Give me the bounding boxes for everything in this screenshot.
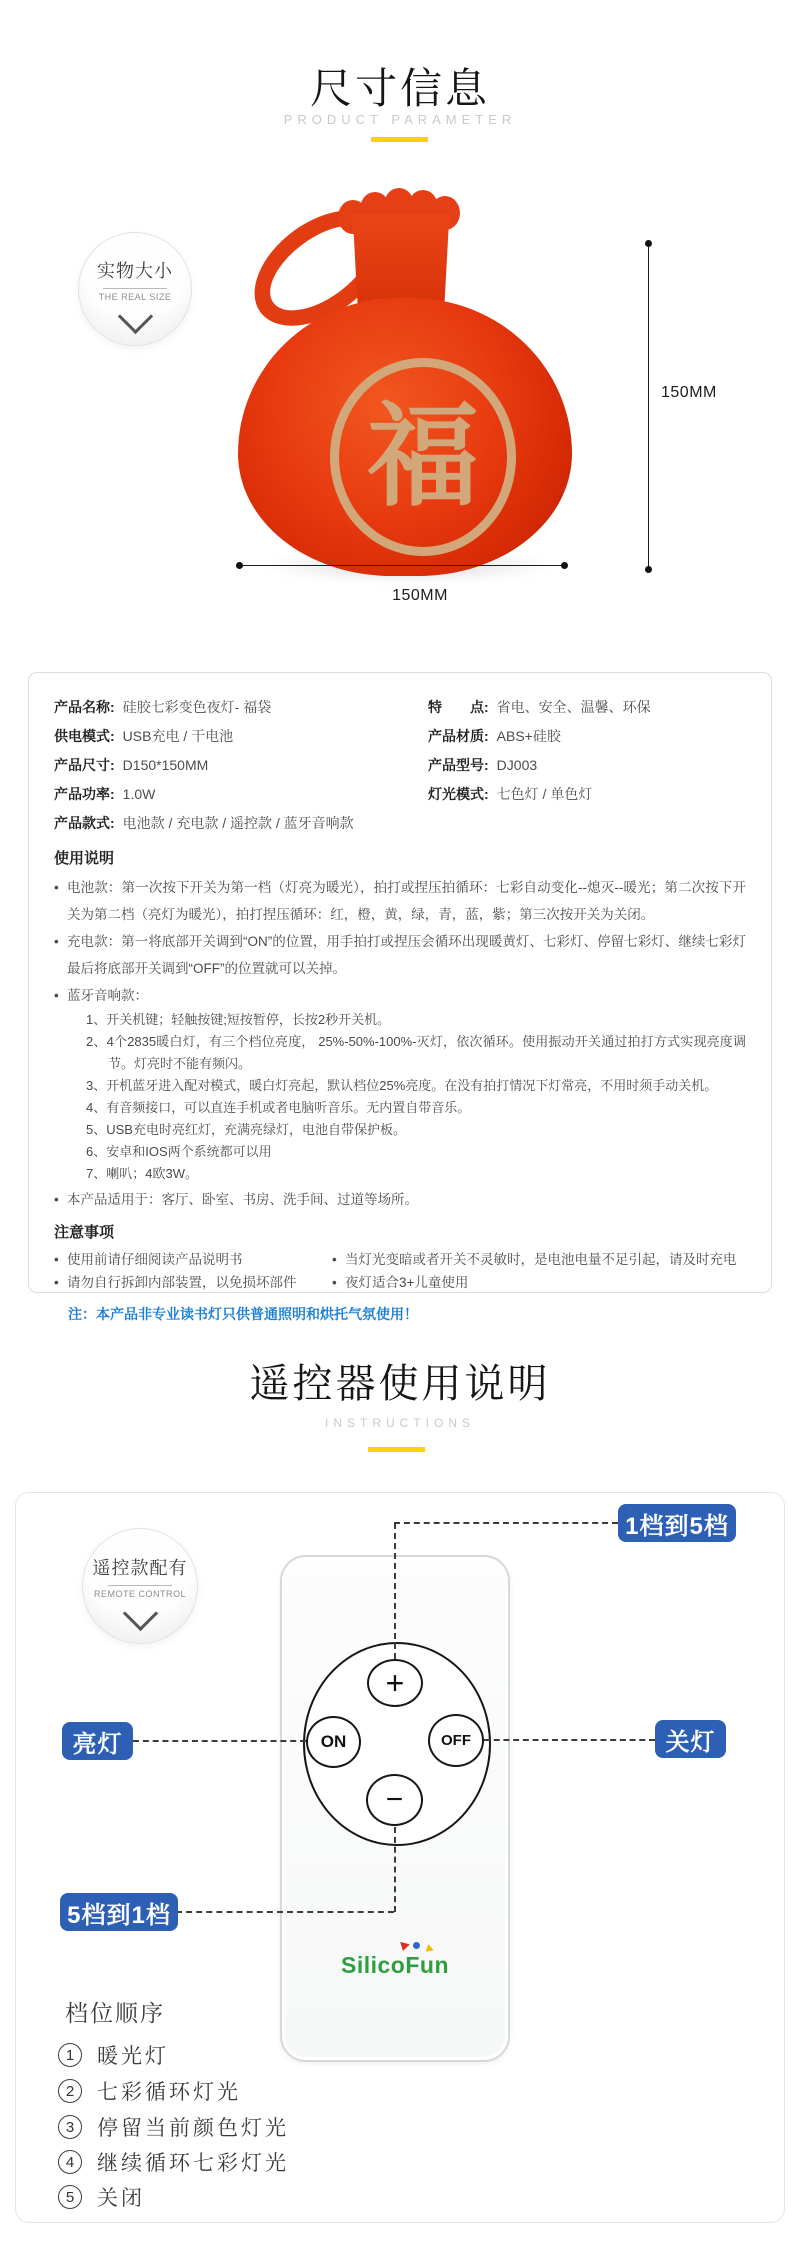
bluetooth-step: 2、4个2835暖白灯，有三个档位亮度， 25%-50%-100%-灭灯，依次循环。使用振动开关通过拍打方式实现亮度调节。灯亮时不能有频闪。 [86, 1034, 746, 1071]
chevron-down-icon [122, 1596, 157, 1631]
note-item: • 当灯光变暗或者开关不灵敏时，是电池电量不足引起，请及时充电 [332, 1248, 746, 1271]
spec-row-styles: 产品款式: 电池款 / 充电款 / 遥控款 / 蓝牙音响款 [54, 815, 354, 831]
remote-included-badge [82, 1528, 198, 1644]
remote-section-subtitle: INSTRUCTIONS [325, 1416, 475, 1430]
remote-accent-underline [368, 1447, 425, 1452]
spec-row-name: 产品名称: 硅胶七彩变色夜灯- 福袋 [54, 699, 272, 715]
badge-divider [108, 1585, 172, 1586]
dimension-dot [561, 562, 568, 569]
bluetooth-step: 1、开关机键；轻触按键;短按暂停，长按2秒开关机。 [86, 1012, 391, 1027]
connector-line [176, 1911, 394, 1913]
gear-item-5: 5 关闭 [58, 2182, 145, 2212]
product-spec-box [28, 672, 772, 1322]
usage-bullet-battery: • 电池款：第一次按下开关为第一档（灯亮为暖光），拍打或捏压拍循环：七彩自动变化--熄灭--暖光；第二次按下开关为第二档（亮灯为暖光），拍打捏压循环：红，橙，黄，绿，青，蓝，紫；第三次按开关为关闭。 [54, 874, 746, 928]
connector-line [484, 1739, 655, 1741]
gear-number: 3 [58, 2115, 82, 2139]
connector-line [394, 1522, 618, 1524]
real-size-badge-title: 实物大小 [97, 261, 173, 281]
note-item: • 夜灯适合3+儿童使用 [332, 1271, 746, 1294]
gear-item-4: 4 继续循环七彩灯光 [58, 2147, 289, 2177]
remote-badge-title: 遥控款配有 [92, 1558, 188, 1578]
plus-icon: + [385, 1664, 405, 1701]
width-dimension-line [243, 565, 563, 566]
callout-light-on: 亮灯 [62, 1722, 133, 1760]
gear-item-3: 3 停留当前颜色灯光 [58, 2112, 289, 2142]
fu-glyph: 福 [367, 394, 479, 519]
connector-line [133, 1740, 306, 1742]
note-item: • 请勿自行拆卸内部装置，以免损坏部件 [54, 1271, 332, 1294]
spec-row-features: 特 点: 省电、安全、温馨、环保 [428, 699, 651, 715]
size-section-title: 尺寸信息 [309, 65, 490, 112]
gear-item-1: 1 暖光灯 [58, 2040, 169, 2070]
height-dimension-line [648, 246, 649, 568]
spec-table [54, 693, 746, 838]
brightness-up-button [367, 1659, 423, 1707]
logo-decoration [413, 1942, 420, 1949]
brand-name: SilicoFun [341, 1952, 449, 1978]
on-button: ON [306, 1716, 361, 1768]
notes-title: 注意事项 [54, 1224, 115, 1241]
dimension-dot [236, 562, 243, 569]
dimension-dot [645, 566, 652, 573]
bluetooth-steps-list [86, 1009, 746, 1185]
bluetooth-step: 4、有音频接口，可以直连手机或者电脑听音乐。无内置自带音乐。 [86, 1100, 471, 1115]
connector-line [394, 1827, 396, 1912]
usage-title: 使用说明 [54, 850, 115, 867]
badge-divider [103, 288, 167, 289]
real-size-badge-subtitle: THE REAL SIZE [98, 292, 172, 302]
gear-order-title: 档位顺序 [65, 2000, 165, 2026]
minus-icon: − [385, 1783, 404, 1816]
bluetooth-step: 5、USB充电时亮红灯，充满亮绿灯，电池自带保护板。 [86, 1122, 406, 1137]
gear-item-2: 2 七彩循环灯光 [58, 2076, 241, 2106]
warning-note: 注：本产品非专业读书灯只供普通照明和烘托气氛使用！ [68, 1306, 418, 1322]
brightness-down-button [366, 1774, 423, 1826]
spec-row-size: 产品尺寸: D150*150MM [54, 757, 209, 773]
spec-row-wattage: 产品功率: 1.0W [54, 786, 156, 802]
off-button: OFF [428, 1714, 484, 1767]
gear-number: 4 [58, 2150, 82, 2174]
brand-logo [280, 1952, 510, 1979]
usage-footer: • 本产品适用于：客厅、卧室、书房、洗手间、过道等场所。 [54, 1188, 746, 1212]
bluetooth-step: 6、安卓和IOS两个系统都可以用 [86, 1144, 272, 1159]
chevron-down-icon [117, 299, 152, 334]
note-item: • 使用前请仔细阅读产品说明书 [54, 1248, 332, 1271]
width-dimension-label: 150MM [392, 587, 448, 604]
bluetooth-step: 3、开机蓝牙进入配对模式，暖白灯亮起，默认档位25%亮度。在没有拍打情况下灯常亮，不用时须手动关机。 [86, 1078, 718, 1093]
callout-light-off: 关灯 [655, 1720, 726, 1758]
height-dimension-label: 150MM [661, 384, 717, 401]
real-size-badge [78, 232, 192, 346]
callout-gear-up: 1档到5档 [618, 1504, 736, 1542]
spec-row-power-mode: 供电模式: USB充电 / 干电池 [54, 728, 234, 744]
bluetooth-step: 7、喇叭；4欧3W。 [86, 1166, 198, 1181]
spec-row-model: 产品型号: DJ003 [428, 757, 538, 773]
notes-table [54, 1248, 746, 1294]
usage-bullet-rechargeable: • 充电款：第一将底部开关调到“ON”的位置，用手拍打或捏压会循环出现暖黄灯、七彩灯、停留七彩灯、继续七彩灯最后将底部开关调到“OFF”的位置就可以关掉。 [54, 928, 746, 982]
size-accent-underline [371, 137, 428, 142]
spec-row-material: 产品材质: ABS+硅胶 [428, 728, 561, 744]
callout-gear-down: 5档到1档 [60, 1893, 178, 1931]
remote-section-title: 遥控器使用说明 [249, 1362, 551, 1406]
gear-number: 5 [58, 2185, 82, 2209]
fu-seal [330, 358, 516, 556]
spec-row-light-mode: 灯光模式: 七色灯 / 单色灯 [428, 786, 593, 802]
remote-badge-subtitle: REMOTE CONTROL [93, 1589, 186, 1599]
size-section-subtitle: PRODUCT PARAMETER [283, 112, 517, 127]
gear-number: 2 [58, 2079, 82, 2103]
gear-number: 1 [58, 2043, 82, 2067]
usage-bullet-bluetooth: • 蓝牙音响款： [54, 982, 746, 1009]
connector-line [394, 1523, 396, 1659]
